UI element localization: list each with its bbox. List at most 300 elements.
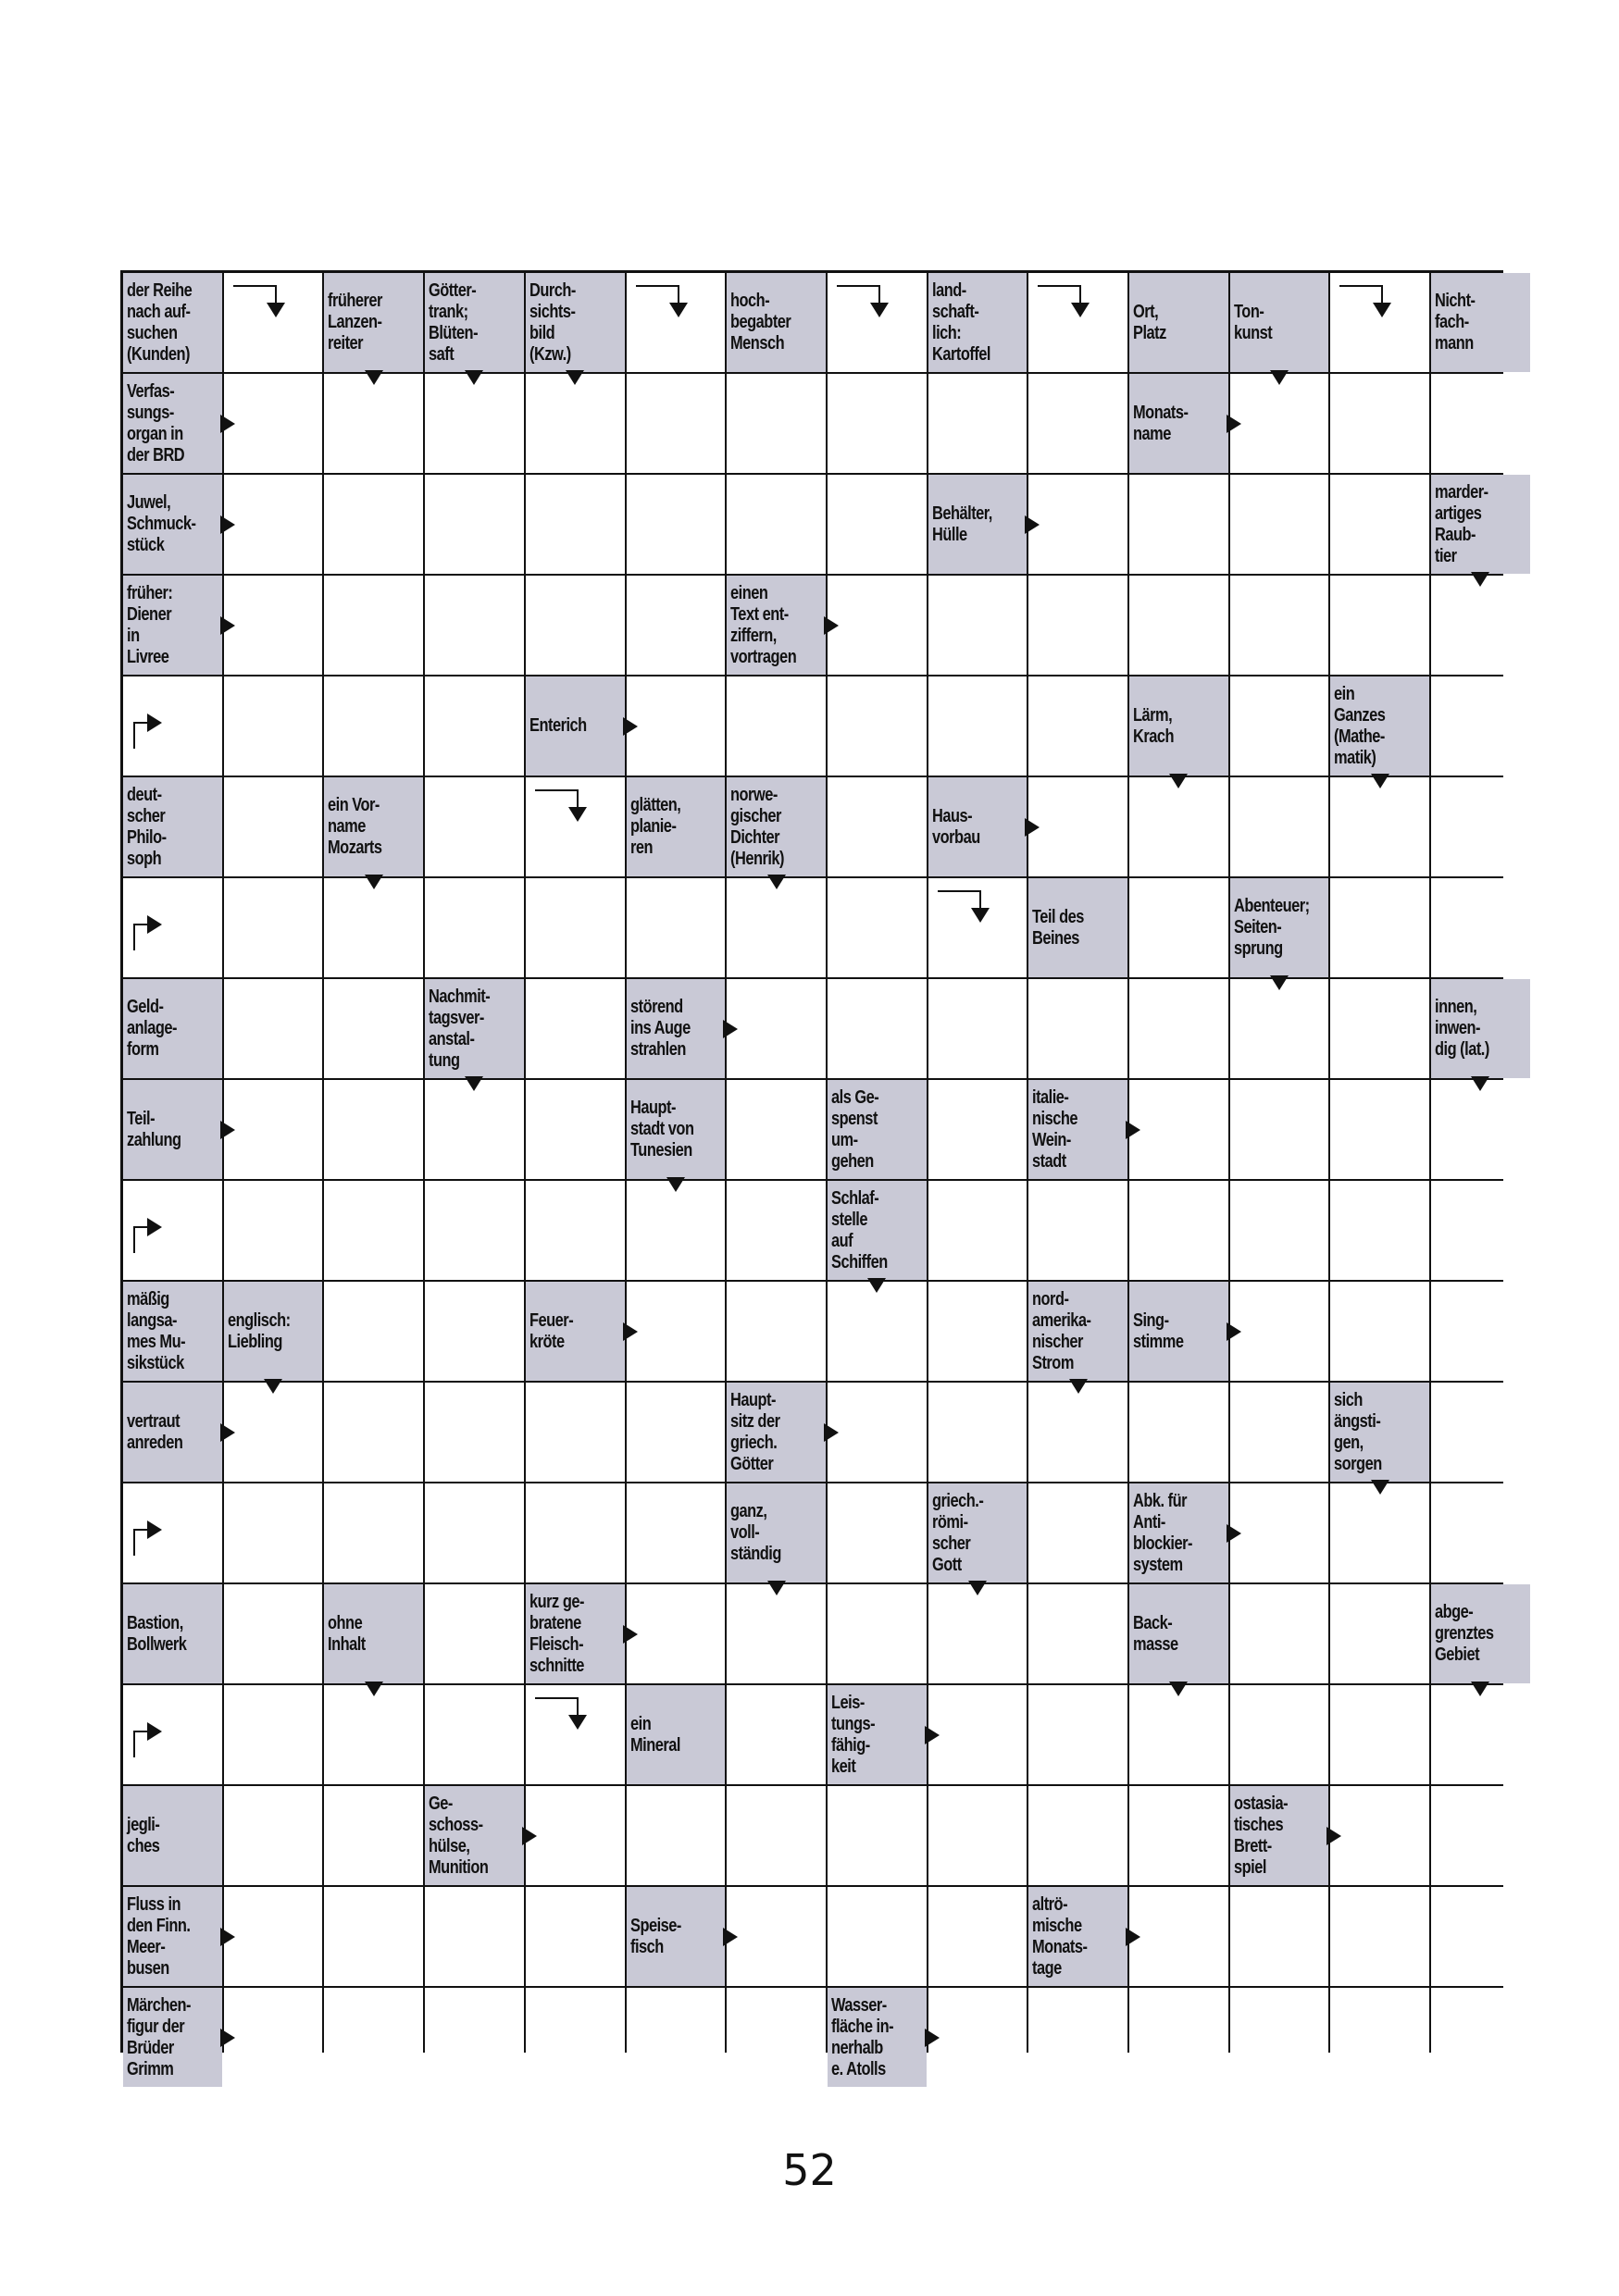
answer-cell[interactable] <box>627 1786 726 1885</box>
answer-cell[interactable] <box>1129 1383 1228 1482</box>
answer-cell[interactable] <box>928 1988 1027 2087</box>
answer-cell[interactable] <box>1230 1282 1329 1381</box>
clue-text: Feuer- kröte <box>529 1309 573 1352</box>
answer-cell[interactable] <box>224 676 323 776</box>
answer-cell[interactable] <box>425 777 524 876</box>
answer-cell[interactable] <box>1431 1887 1530 1986</box>
answer-cell[interactable] <box>425 576 524 675</box>
answer-cell[interactable] <box>627 1181 726 1280</box>
bent-arrow-right-icon <box>132 704 188 751</box>
answer-cell[interactable] <box>224 1080 323 1179</box>
answer-cell[interactable] <box>123 676 222 776</box>
arrow-right-icon <box>220 1423 235 1442</box>
answer-cell[interactable] <box>1431 1988 1530 2087</box>
arrow-down-icon <box>767 875 786 889</box>
bent-arrow-down-icon <box>936 889 1010 936</box>
answer-cell[interactable] <box>1028 1383 1127 1482</box>
clue-cell <box>1330 676 1429 776</box>
answer-cell[interactable] <box>727 1887 826 1986</box>
answer-cell[interactable] <box>224 1483 323 1582</box>
answer-cell[interactable] <box>1129 576 1228 675</box>
answer-cell[interactable] <box>828 676 927 776</box>
answer-cell[interactable] <box>324 576 423 675</box>
clue-text: Monats- name <box>1133 402 1189 444</box>
answer-cell[interactable] <box>727 475 826 574</box>
answer-cell[interactable] <box>1028 1988 1127 2087</box>
answer-cell[interactable] <box>1028 576 1127 675</box>
answer-cell[interactable] <box>324 676 423 776</box>
answer-cell[interactable] <box>1431 1786 1530 1885</box>
clue-cell <box>1028 1080 1127 1179</box>
clue-cell <box>224 1282 323 1381</box>
answer-cell[interactable] <box>1330 1584 1429 1683</box>
clue-cell <box>526 1584 625 1683</box>
answer-cell[interactable] <box>1431 374 1530 473</box>
answer-cell[interactable] <box>1330 979 1429 1078</box>
answer-cell[interactable] <box>1230 1181 1329 1280</box>
answer-cell[interactable] <box>727 1282 826 1381</box>
answer-cell[interactable] <box>224 1584 323 1683</box>
answer-cell[interactable] <box>928 1584 1027 1683</box>
answer-cell[interactable] <box>324 374 423 473</box>
answer-cell[interactable] <box>425 374 524 473</box>
clue-text: Fluss in den Finn. Meer- busen <box>127 1893 191 1979</box>
bent-arrow-down-icon <box>634 284 708 330</box>
answer-cell[interactable] <box>1330 1483 1429 1582</box>
answer-cell[interactable] <box>1129 1080 1228 1179</box>
answer-cell[interactable] <box>928 576 1027 675</box>
answer-cell[interactable] <box>526 1181 625 1280</box>
arrow-right-icon <box>925 2029 940 2047</box>
answer-cell[interactable] <box>1330 777 1429 876</box>
answer-cell[interactable] <box>1028 979 1127 1078</box>
clue-text: deut- scher Philo- soph <box>127 784 167 869</box>
answer-cell[interactable] <box>224 979 323 1078</box>
answer-cell[interactable] <box>1230 979 1329 1078</box>
answer-cell[interactable] <box>224 1181 323 1280</box>
answer-cell[interactable] <box>425 1988 524 2087</box>
answer-cell[interactable] <box>1230 777 1329 876</box>
answer-cell[interactable] <box>1028 1483 1127 1582</box>
answer-cell[interactable] <box>928 878 1027 977</box>
answer-cell[interactable] <box>1028 1584 1127 1683</box>
answer-cell[interactable] <box>224 1383 323 1482</box>
answer-cell[interactable] <box>928 1786 1027 1885</box>
clue-cell <box>828 1181 927 1280</box>
answer-cell[interactable] <box>224 777 323 876</box>
answer-cell[interactable] <box>1028 1181 1127 1280</box>
answer-cell[interactable] <box>526 1988 625 2087</box>
answer-cell[interactable] <box>123 1181 222 1280</box>
answer-cell[interactable] <box>1129 979 1228 1078</box>
clue-text: Märchen- figur der Brüder Grimm <box>127 1994 191 2079</box>
clue-cell <box>1129 273 1228 372</box>
answer-cell[interactable] <box>627 676 726 776</box>
answer-cell[interactable] <box>1431 1080 1530 1179</box>
answer-cell[interactable] <box>627 475 726 574</box>
answer-cell[interactable] <box>1330 374 1429 473</box>
clue-text: norwe- gischer Dichter (Henrik) <box>730 784 785 869</box>
answer-cell[interactable] <box>627 374 726 473</box>
answer-cell[interactable] <box>828 1584 927 1683</box>
answer-cell[interactable] <box>324 475 423 574</box>
answer-cell[interactable] <box>928 1080 1027 1179</box>
arrow-down-icon <box>1471 1682 1489 1696</box>
answer-cell[interactable] <box>526 777 625 876</box>
answer-cell[interactable] <box>1330 1988 1429 2087</box>
answer-cell[interactable] <box>1431 1282 1530 1381</box>
clue-text: Sing- stimme <box>1133 1309 1184 1352</box>
answer-cell[interactable] <box>627 576 726 675</box>
clue-text: störend ins Auge strahlen <box>629 997 691 1060</box>
clue-text: englisch: Liebling <box>227 1309 291 1352</box>
clue-cell <box>627 777 726 876</box>
clue-text: ohne Inhalt <box>328 1612 367 1655</box>
answer-cell[interactable] <box>1431 777 1530 876</box>
clue-cell <box>1431 273 1530 372</box>
answer-cell[interactable] <box>1028 374 1127 473</box>
answer-cell[interactable] <box>1230 475 1329 574</box>
clue-text: Haus- vorbau <box>931 805 980 848</box>
answer-cell[interactable] <box>425 1483 524 1582</box>
answer-cell[interactable] <box>1330 1786 1429 1885</box>
answer-cell[interactable] <box>727 676 826 776</box>
answer-cell[interactable] <box>123 878 222 977</box>
answer-cell[interactable] <box>1330 576 1429 675</box>
answer-cell[interactable] <box>1330 475 1429 574</box>
answer-cell[interactable] <box>1230 1483 1329 1582</box>
clue-text: marder- artiges Raub- tier <box>1435 481 1488 566</box>
answer-cell[interactable] <box>828 576 927 675</box>
arrow-right-icon <box>522 1827 537 1845</box>
clue-text: Wasser- fläche in- nerhalb e. Atolls <box>830 1994 893 2079</box>
answer-cell[interactable] <box>828 1383 927 1482</box>
clue-text: der Reihe nach auf- suchen (Kunden) <box>127 279 193 365</box>
answer-cell[interactable] <box>1129 1685 1228 1784</box>
answer-cell[interactable] <box>1431 576 1530 675</box>
answer-cell[interactable] <box>324 1988 423 2087</box>
arrow-down-icon <box>1169 1682 1188 1696</box>
clue-text: innen, inwen- dig (lat.) <box>1435 997 1489 1060</box>
answer-cell[interactable] <box>928 1282 1027 1381</box>
answer-cell[interactable] <box>928 1181 1027 1280</box>
answer-cell[interactable] <box>1129 1786 1228 1885</box>
arrow-right-icon <box>220 2029 235 2047</box>
clue-cell <box>1129 1584 1228 1683</box>
arrow-down-icon <box>365 370 383 385</box>
answer-cell[interactable] <box>324 1786 423 1885</box>
clue-text: ostasia- tisches Brett- spiel <box>1233 1793 1288 1878</box>
answer-cell[interactable] <box>526 1887 625 1986</box>
arrow-right-icon <box>1326 1827 1341 1845</box>
answer-cell[interactable] <box>1028 1685 1127 1784</box>
answer-cell[interactable] <box>1230 1584 1329 1683</box>
answer-cell[interactable] <box>828 1483 927 1582</box>
clue-text: früher: Diener in Livree <box>127 582 173 667</box>
clue-text: Ge- schoss- hülse, Munition <box>429 1793 489 1878</box>
answer-cell[interactable] <box>828 777 927 876</box>
answer-cell[interactable] <box>526 1383 625 1482</box>
arrow-right-icon <box>623 1625 638 1644</box>
answer-cell[interactable] <box>526 878 625 977</box>
clue-text: kurz ge- bratene Fleisch- schnitte <box>529 1591 584 1676</box>
answer-cell[interactable] <box>425 1383 524 1482</box>
arrow-right-icon <box>723 1928 738 1946</box>
answer-cell[interactable] <box>1330 1080 1429 1179</box>
clue-text: nord- amerika- nischer Strom <box>1032 1288 1091 1373</box>
answer-cell[interactable] <box>627 1483 726 1582</box>
clue-text: vertraut anreden <box>127 1410 183 1453</box>
answer-cell[interactable] <box>1431 1685 1530 1784</box>
answer-cell[interactable] <box>727 1181 826 1280</box>
bent-arrow-down-icon <box>231 284 305 330</box>
clue-cell <box>425 273 524 372</box>
answer-cell[interactable] <box>224 273 323 372</box>
answer-cell[interactable] <box>324 1181 423 1280</box>
answer-cell[interactable] <box>727 1584 826 1683</box>
clue-cell <box>324 273 423 372</box>
arrow-right-icon <box>220 515 235 534</box>
clue-text: Ort, Platz <box>1133 301 1166 343</box>
clue-cell <box>123 1080 222 1179</box>
clue-cell <box>526 1282 625 1381</box>
answer-cell[interactable] <box>1431 1181 1530 1280</box>
clue-text: glätten, planie- ren <box>629 795 680 858</box>
arrow-right-icon <box>1227 1322 1241 1341</box>
answer-cell[interactable] <box>627 1584 726 1683</box>
answer-cell[interactable] <box>1330 273 1429 372</box>
answer-cell[interactable] <box>425 1181 524 1280</box>
bent-arrow-right-icon <box>132 1713 188 1759</box>
arrow-right-icon <box>1227 415 1241 433</box>
answer-cell[interactable] <box>425 676 524 776</box>
clue-cell <box>1431 979 1530 1078</box>
answer-cell[interactable] <box>828 273 927 372</box>
answer-cell[interactable] <box>224 1786 323 1885</box>
answer-cell[interactable] <box>1330 1181 1429 1280</box>
clue-text: ein Ganzes (Mathe- matik) <box>1334 683 1386 768</box>
answer-cell[interactable] <box>1028 273 1127 372</box>
answer-cell[interactable] <box>324 1483 423 1582</box>
answer-cell[interactable] <box>828 1887 927 1986</box>
clue-text: Behälter, Hülle <box>931 503 992 545</box>
answer-cell[interactable] <box>727 979 826 1078</box>
answer-cell[interactable] <box>928 676 1027 776</box>
answer-cell[interactable] <box>324 1887 423 1986</box>
clue-text: einen Text ent- ziffern, vortragen <box>730 582 797 667</box>
arrow-down-icon <box>365 875 383 889</box>
answer-cell[interactable] <box>1330 1685 1429 1784</box>
answer-cell[interactable] <box>1230 1685 1329 1784</box>
arrow-down-icon <box>968 1581 987 1595</box>
answer-cell[interactable] <box>526 979 625 1078</box>
answer-cell[interactable] <box>425 1282 524 1381</box>
arrow-down-icon <box>1169 774 1188 788</box>
clue-cell <box>1431 1584 1530 1683</box>
answer-cell[interactable] <box>1230 1988 1329 2087</box>
arrow-right-icon <box>220 616 235 635</box>
arrow-right-icon <box>1025 818 1040 837</box>
clue-text: Durch- sichts- bild (Kzw.) <box>529 279 576 365</box>
answer-cell[interactable] <box>828 374 927 473</box>
clue-cell <box>1230 273 1329 372</box>
answer-cell[interactable] <box>1330 1887 1429 1986</box>
clue-text: Geld- anlage- form <box>127 997 177 1060</box>
answer-cell[interactable] <box>1129 777 1228 876</box>
answer-cell[interactable] <box>828 475 927 574</box>
answer-cell[interactable] <box>828 1786 927 1885</box>
answer-cell[interactable] <box>1431 878 1530 977</box>
clue-text: altrö- mische Monats- tage <box>1032 1893 1088 1979</box>
answer-cell[interactable] <box>324 1080 423 1179</box>
answer-cell[interactable] <box>928 1383 1027 1482</box>
clue-text: Haupt- stadt von Tunesien <box>629 1098 693 1160</box>
answer-cell[interactable] <box>526 475 625 574</box>
crossword-grid <box>120 270 1503 2079</box>
answer-cell[interactable] <box>727 1786 826 1885</box>
answer-cell[interactable] <box>425 1584 524 1683</box>
answer-cell[interactable] <box>1129 878 1228 977</box>
clue-text: als Ge- spenst um- gehen <box>830 1086 879 1172</box>
answer-cell[interactable] <box>324 1383 423 1482</box>
answer-cell[interactable] <box>123 1685 222 1784</box>
answer-cell[interactable] <box>425 1887 524 1986</box>
arrow-right-icon <box>1126 1121 1140 1139</box>
answer-cell[interactable] <box>928 1887 1027 1986</box>
answer-cell[interactable] <box>727 878 826 977</box>
clue-text: hoch- begabter Mensch <box>730 291 791 354</box>
answer-cell[interactable] <box>1330 1282 1429 1381</box>
answer-cell[interactable] <box>1230 576 1329 675</box>
answer-cell[interactable] <box>425 475 524 574</box>
clue-text: ein Mineral <box>629 1713 680 1756</box>
clue-cell <box>526 676 625 776</box>
clue-cell <box>727 273 826 372</box>
clue-text: ein Vor- name Mozarts <box>328 795 382 858</box>
arrow-right-icon <box>220 1121 235 1139</box>
answer-cell[interactable] <box>324 1282 423 1381</box>
answer-cell[interactable] <box>123 1483 222 1582</box>
answer-cell[interactable] <box>928 1685 1027 1784</box>
answer-cell[interactable] <box>727 1080 826 1179</box>
arrow-right-icon <box>1025 515 1040 534</box>
answer-cell[interactable] <box>627 273 726 372</box>
answer-cell[interactable] <box>828 878 927 977</box>
arrow-right-icon <box>623 717 638 736</box>
answer-cell[interactable] <box>1129 1181 1228 1280</box>
clue-cell <box>727 777 826 876</box>
answer-cell[interactable] <box>526 576 625 675</box>
answer-cell[interactable] <box>1230 676 1329 776</box>
bent-arrow-down-icon <box>1036 284 1110 330</box>
answer-cell[interactable] <box>727 1685 826 1784</box>
answer-cell[interactable] <box>1129 475 1228 574</box>
arrow-down-icon <box>1471 1076 1489 1091</box>
answer-cell[interactable] <box>627 1383 726 1482</box>
answer-cell[interactable] <box>1129 1988 1228 2087</box>
clue-cell <box>1230 1786 1329 1885</box>
clue-cell <box>324 1584 423 1683</box>
clue-text: griech.- römi- scher Gott <box>931 1490 983 1575</box>
answer-cell[interactable] <box>425 878 524 977</box>
answer-cell[interactable] <box>1028 777 1127 876</box>
arrow-down-icon <box>365 1682 383 1696</box>
clue-cell <box>425 1786 524 1885</box>
answer-cell[interactable] <box>224 475 323 574</box>
bent-arrow-down-icon <box>1338 284 1412 330</box>
arrow-down-icon <box>1270 975 1289 990</box>
clue-cell <box>123 1887 222 1986</box>
answer-cell[interactable] <box>324 1685 423 1784</box>
answer-cell[interactable] <box>526 1483 625 1582</box>
answer-cell[interactable] <box>1028 475 1127 574</box>
answer-cell[interactable] <box>224 1887 323 1986</box>
answer-cell[interactable] <box>1129 1887 1228 1986</box>
answer-cell[interactable] <box>425 1080 524 1179</box>
clue-cell <box>123 1383 222 1482</box>
answer-cell[interactable] <box>828 979 927 1078</box>
arrow-right-icon <box>925 1726 940 1744</box>
answer-cell[interactable] <box>1028 676 1127 776</box>
clue-cell <box>1028 1282 1127 1381</box>
answer-cell[interactable] <box>727 1988 826 2087</box>
answer-cell[interactable] <box>828 1282 927 1381</box>
answer-cell[interactable] <box>627 1988 726 2087</box>
answer-cell[interactable] <box>526 1685 625 1784</box>
answer-cell[interactable] <box>1431 1383 1530 1482</box>
answer-cell[interactable] <box>928 374 1027 473</box>
arrow-down-icon <box>465 1076 483 1091</box>
answer-cell[interactable] <box>1230 1383 1329 1482</box>
answer-cell[interactable] <box>425 1685 524 1784</box>
answer-cell[interactable] <box>1230 1887 1329 1986</box>
answer-cell[interactable] <box>526 1786 625 1885</box>
clue-text: Teil des Beines <box>1032 906 1085 949</box>
answer-cell[interactable] <box>224 878 323 977</box>
answer-cell[interactable] <box>324 878 423 977</box>
clue-text: Back- masse <box>1133 1612 1178 1655</box>
answer-cell[interactable] <box>1028 1786 1127 1885</box>
clue-text: Nicht- fach- mann <box>1435 291 1476 354</box>
answer-cell[interactable] <box>526 374 625 473</box>
clue-cell <box>1028 878 1127 977</box>
arrow-right-icon <box>824 616 839 635</box>
answer-cell[interactable] <box>727 374 826 473</box>
answer-cell[interactable] <box>224 1685 323 1784</box>
answer-cell[interactable] <box>1330 878 1429 977</box>
answer-cell[interactable] <box>1431 676 1530 776</box>
answer-cell[interactable] <box>1230 374 1329 473</box>
page-number: 52 <box>782 2145 837 2195</box>
arrow-down-icon <box>1371 774 1389 788</box>
bent-arrow-right-icon <box>132 1209 188 1255</box>
clue-text: Leis- tungs- fähig- keit <box>830 1692 876 1777</box>
answer-cell[interactable] <box>526 1080 625 1179</box>
answer-cell[interactable] <box>224 1988 323 2087</box>
answer-cell[interactable] <box>928 979 1027 1078</box>
answer-cell[interactable] <box>224 576 323 675</box>
answer-cell[interactable] <box>627 878 726 977</box>
answer-cell[interactable] <box>324 979 423 1078</box>
answer-cell[interactable] <box>1230 1080 1329 1179</box>
answer-cell[interactable] <box>627 1282 726 1381</box>
answer-cell[interactable] <box>1431 1483 1530 1582</box>
clue-text: ganz, voll- ständig <box>730 1501 782 1564</box>
clue-cell <box>727 576 826 675</box>
answer-cell[interactable] <box>224 374 323 473</box>
clue-cell <box>1330 1383 1429 1482</box>
arrow-down-icon <box>566 370 584 385</box>
